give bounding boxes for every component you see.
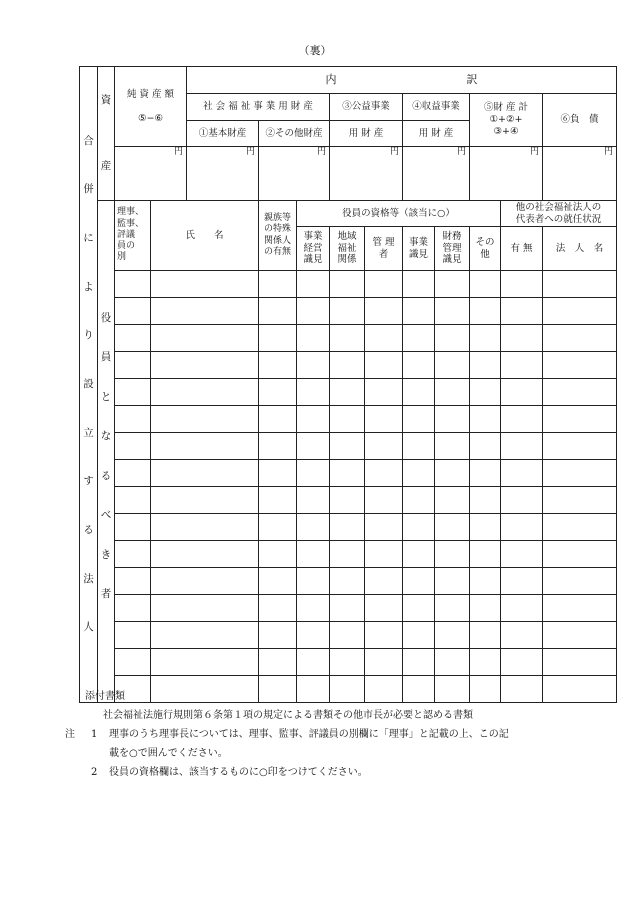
officer-row[interactable] — [80, 541, 617, 568]
assets-section-label: 資 産 — [98, 67, 115, 201]
officer-row[interactable] — [80, 514, 617, 541]
officer-row[interactable] — [80, 298, 617, 325]
officer-row[interactable] — [80, 649, 617, 676]
profit-business-assets-sub: 用 財 産 — [403, 121, 470, 147]
officer-row[interactable] — [80, 595, 617, 622]
note-2: 2 役員の資格欄は、該当するものに○印をつけてください。 — [91, 767, 368, 778]
merged-corporation-label: 合 併 に よ り 設 立 す る 法 人 — [80, 67, 98, 703]
qual-business-header: 事業 経営 識見 — [297, 227, 330, 271]
public-interest-assets-header: ③公益事業 — [330, 94, 403, 121]
net-assets-header: 純 資 産 額 ⑤−⑥ — [115, 67, 187, 147]
liabilities-value-field[interactable]: 円 — [543, 147, 617, 201]
breakdown-header: 内 訳 — [187, 67, 617, 94]
net-assets-value-field[interactable]: 円 — [115, 147, 187, 201]
officer-row[interactable] — [80, 379, 617, 406]
officer-row[interactable] — [80, 271, 617, 298]
qual-business-insight-header: 事業 識見 — [403, 227, 435, 271]
qual-other-header: その 他 — [470, 227, 501, 271]
profit-business-value-field[interactable]: 円 — [403, 147, 470, 201]
qualification-header: 役員の資格等（該当に○） — [297, 201, 501, 227]
officer-row[interactable] — [80, 622, 617, 649]
role-header: 理事、 監事、 評議 員の 別 — [115, 201, 151, 271]
profit-business-assets-header: ④収益事業 — [403, 94, 470, 121]
attachments-text: 社会福祉法施行規則第６条第１項の規定による書類その他市長が必要と認める書類 — [103, 710, 473, 721]
total-assets-value-field[interactable]: 円 — [470, 147, 543, 201]
note-1-continued: 載を○で囲んでください。 — [109, 748, 228, 759]
qual-community-header: 地域 福祉 関係 — [330, 227, 365, 271]
officer-row[interactable] — [80, 352, 617, 379]
total-assets-header: ⑤財 産 計 ①+②+ ③+④ — [470, 94, 543, 147]
basic-assets-header: ①基本財産 — [187, 121, 259, 147]
corp-name-header: 法 人 名 — [543, 227, 617, 271]
officer-row[interactable] — [80, 568, 617, 595]
public-interest-value-field[interactable]: 円 — [330, 147, 403, 201]
page-label: （裏） — [298, 44, 332, 57]
qual-finance-header: 財務 管理 識見 — [435, 227, 470, 271]
officer-row[interactable] — [80, 460, 617, 487]
name-header: 氏 名 — [151, 201, 259, 271]
presence-header: 有 無 — [501, 227, 543, 271]
attachments-heading: 添付書類 — [85, 691, 125, 702]
kinship-header: 親族等 の特殊 関係人 の有無 — [259, 201, 297, 271]
social-welfare-assets-header: 社 会 福 祉 事 業 用 財 産 — [187, 94, 330, 121]
merger-corporation-form — [79, 66, 617, 703]
officers-section-label: 役 員 と な る べ き 者 — [98, 201, 115, 703]
qual-manager-header: 管 理 者 — [365, 227, 403, 271]
note-1: 注 1 理事のうち理事長については、理事、監事、評議員の別欄に「理事」と記載の上、この記 — [65, 729, 509, 740]
other-assets-value-field[interactable]: 円 — [259, 147, 330, 201]
public-interest-assets-sub: 用 財 産 — [330, 121, 403, 147]
basic-assets-value-field[interactable]: 円 — [187, 147, 259, 201]
notes-section — [65, 687, 606, 782]
officer-row[interactable] — [80, 406, 617, 433]
liabilities-header: ⑥負 債 — [543, 94, 617, 147]
other-assets-header: ②その他財産 — [259, 121, 330, 147]
officer-row[interactable] — [80, 325, 617, 352]
officer-row[interactable] — [80, 487, 617, 514]
other-representative-header: 他の社会福祉法人の 代表者への就任状況 — [501, 201, 617, 227]
officer-row[interactable] — [80, 433, 617, 460]
